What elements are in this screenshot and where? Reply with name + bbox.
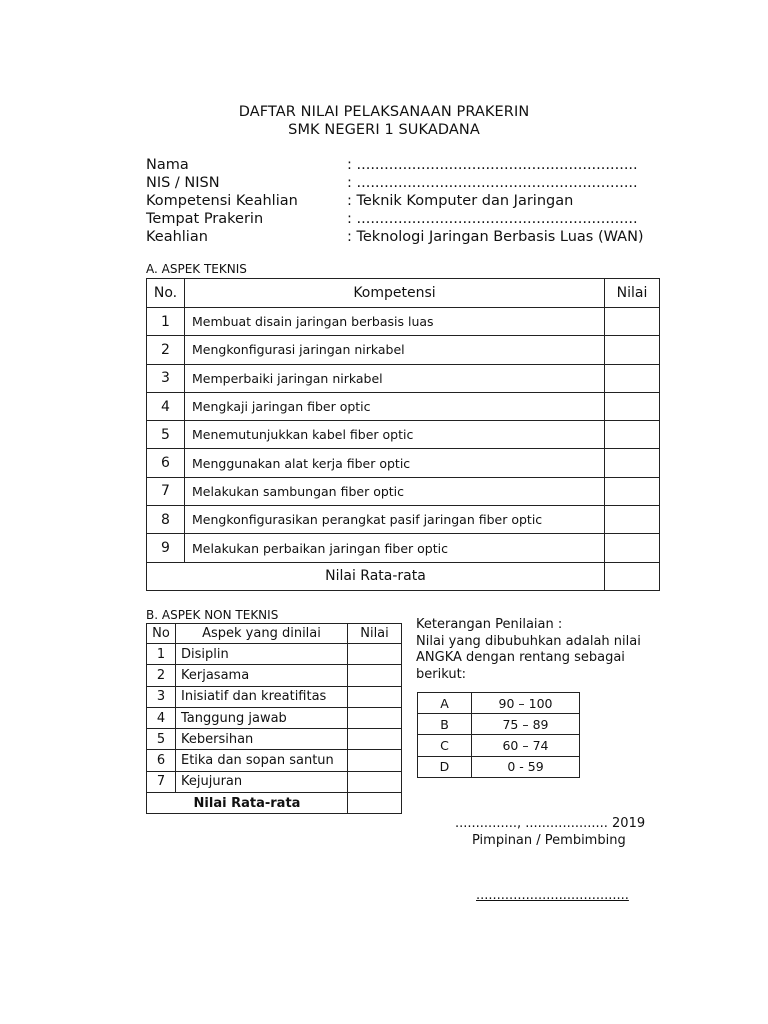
info-row-tempat <box>146 210 644 228</box>
table-row <box>147 644 402 665</box>
aspect-text: Etika dan sopan santun <box>176 750 348 771</box>
section-a-label: A. ASPEK TEKNIS <box>146 262 247 276</box>
table-row <box>147 707 402 728</box>
row-number: 1 <box>147 308 185 336</box>
score-cell[interactable] <box>348 707 402 728</box>
info-row-kompetensi <box>146 192 644 210</box>
row-number: 5 <box>147 729 176 750</box>
table-row <box>147 771 402 792</box>
grade-range: 60 – 74 <box>472 735 580 756</box>
table-row <box>147 665 402 686</box>
grading-note-line: Nilai yang dibubuhkan adalah nilai <box>416 633 641 649</box>
grade-letter: C <box>418 735 472 756</box>
table-row <box>418 714 580 735</box>
info-label: Kompetensi Keahlian <box>146 193 298 209</box>
table-row <box>147 449 660 477</box>
row-number: 7 <box>147 477 185 505</box>
table-row <box>147 336 660 364</box>
row-number: 4 <box>147 392 185 420</box>
score-cell[interactable] <box>605 364 660 392</box>
aspect-text: Tanggung jawab <box>176 707 348 728</box>
grading-note-line: ANGKA dengan rentang sebagai <box>416 650 625 665</box>
row-number: 9 <box>147 534 185 562</box>
info-row-nis <box>146 174 644 192</box>
row-number: 5 <box>147 421 185 449</box>
average-row <box>147 793 402 814</box>
info-value: : ............................................................. <box>347 175 638 191</box>
competency-text: Melakukan sambungan fiber optic <box>185 477 605 505</box>
technical-aspect-table <box>146 278 660 591</box>
score-cell[interactable] <box>605 392 660 420</box>
info-row-keahlian <box>146 228 644 246</box>
signature-role: Pimpinan / Pembimbing <box>472 833 626 848</box>
row-number: 6 <box>147 449 185 477</box>
header-nilai: Nilai <box>348 624 402 644</box>
score-cell[interactable] <box>605 477 660 505</box>
table-row <box>147 534 660 562</box>
student-info <box>146 156 644 246</box>
score-cell[interactable] <box>348 644 402 665</box>
non-technical-aspect-table <box>146 623 402 814</box>
competency-text: Mengkonfigurasi jaringan nirkabel <box>185 336 605 364</box>
row-number: 4 <box>147 707 176 728</box>
aspect-text: Inisiatif dan kreatifitas <box>176 686 348 707</box>
info-label: Nama <box>146 157 189 173</box>
score-cell[interactable] <box>348 771 402 792</box>
table-row <box>147 364 660 392</box>
score-cell[interactable] <box>605 336 660 364</box>
score-cell[interactable] <box>605 506 660 534</box>
grade-range-table <box>417 692 580 778</box>
average-label: Nilai Rata-rata <box>147 562 605 590</box>
score-cell[interactable] <box>605 534 660 562</box>
school-name: SMK NEGERI 1 SUKADANA <box>288 122 480 138</box>
score-cell[interactable] <box>605 421 660 449</box>
competency-text: Menemutunjukkan kabel fiber optic <box>185 421 605 449</box>
table-row <box>147 750 402 771</box>
score-cell[interactable] <box>348 729 402 750</box>
table-header-row <box>147 279 660 308</box>
grade-range: 90 – 100 <box>472 693 580 714</box>
table-row <box>418 693 580 714</box>
row-number: 7 <box>147 771 176 792</box>
header-nilai: Nilai <box>605 279 660 308</box>
table-row <box>418 756 580 777</box>
signature-name-line: ..................................... <box>476 888 629 903</box>
table-row <box>147 308 660 336</box>
table-row <box>147 729 402 750</box>
header-no: No <box>147 624 176 644</box>
grading-note-title: Keterangan Penilaian : <box>416 617 563 632</box>
row-number: 1 <box>147 644 176 665</box>
average-label: Nilai Rata-rata <box>147 793 348 814</box>
info-label: NIS / NISN <box>146 175 220 191</box>
aspect-text: Kerjasama <box>176 665 348 686</box>
competency-text: Mengkonfigurasikan perangkat pasif jaringan fiber optic <box>185 506 605 534</box>
info-value: : ............................................................. <box>347 157 638 173</box>
competency-text: Memperbaiki jaringan nirkabel <box>185 364 605 392</box>
aspect-text: Kebersihan <box>176 729 348 750</box>
document-title: DAFTAR NILAI PELAKSANAAN PRAKERIN <box>238 104 530 120</box>
table-row <box>147 506 660 534</box>
grade-letter: D <box>418 756 472 777</box>
competency-text: Menggunakan alat kerja fiber optic <box>185 449 605 477</box>
grade-range: 0 - 59 <box>472 756 580 777</box>
average-score-cell[interactable] <box>605 562 660 590</box>
aspect-text: Kejujuran <box>176 771 348 792</box>
average-score-cell[interactable] <box>348 793 402 814</box>
grade-letter: A <box>418 693 472 714</box>
table-row <box>418 735 580 756</box>
header-no: No. <box>147 279 185 308</box>
header-kompetensi: Kompetensi <box>185 279 605 308</box>
competency-text: Membuat disain jaringan berbasis luas <box>185 308 605 336</box>
row-number: 6 <box>147 750 176 771</box>
signature-date: ..............., .................... 2019 <box>455 816 646 831</box>
table-row <box>147 421 660 449</box>
score-cell[interactable] <box>605 449 660 477</box>
aspect-text: Disiplin <box>176 644 348 665</box>
info-value: : Teknologi Jaringan Berbasis Luas (WAN) <box>347 229 644 245</box>
section-b-label: B. ASPEK NON TEKNIS <box>146 608 279 622</box>
table-row <box>147 392 660 420</box>
row-number: 2 <box>147 336 185 364</box>
score-cell[interactable] <box>348 750 402 771</box>
info-label: Keahlian <box>146 229 208 245</box>
score-cell[interactable] <box>605 308 660 336</box>
competency-text: Melakukan perbaikan jaringan fiber optic <box>185 534 605 562</box>
competency-text: Mengkaji jaringan fiber optic <box>185 392 605 420</box>
grading-note <box>416 617 656 683</box>
score-cell[interactable] <box>348 686 402 707</box>
score-cell[interactable] <box>348 665 402 686</box>
row-number: 3 <box>147 686 176 707</box>
header-aspek: Aspek yang dinilai <box>176 624 348 644</box>
info-value: : Teknik Komputer dan Jaringan <box>347 193 574 209</box>
grade-range: 75 – 89 <box>472 714 580 735</box>
row-number: 3 <box>147 364 185 392</box>
grading-note-line: berikut: <box>416 666 467 682</box>
row-number: 2 <box>147 665 176 686</box>
info-label: Tempat Prakerin <box>146 211 264 227</box>
row-number: 8 <box>147 506 185 534</box>
info-value: : ............................................................. <box>347 211 638 227</box>
table-row <box>147 477 660 505</box>
average-row <box>147 562 660 590</box>
grade-letter: B <box>418 714 472 735</box>
table-row <box>147 686 402 707</box>
info-row-nama <box>146 156 644 174</box>
table-header-row <box>147 624 402 644</box>
